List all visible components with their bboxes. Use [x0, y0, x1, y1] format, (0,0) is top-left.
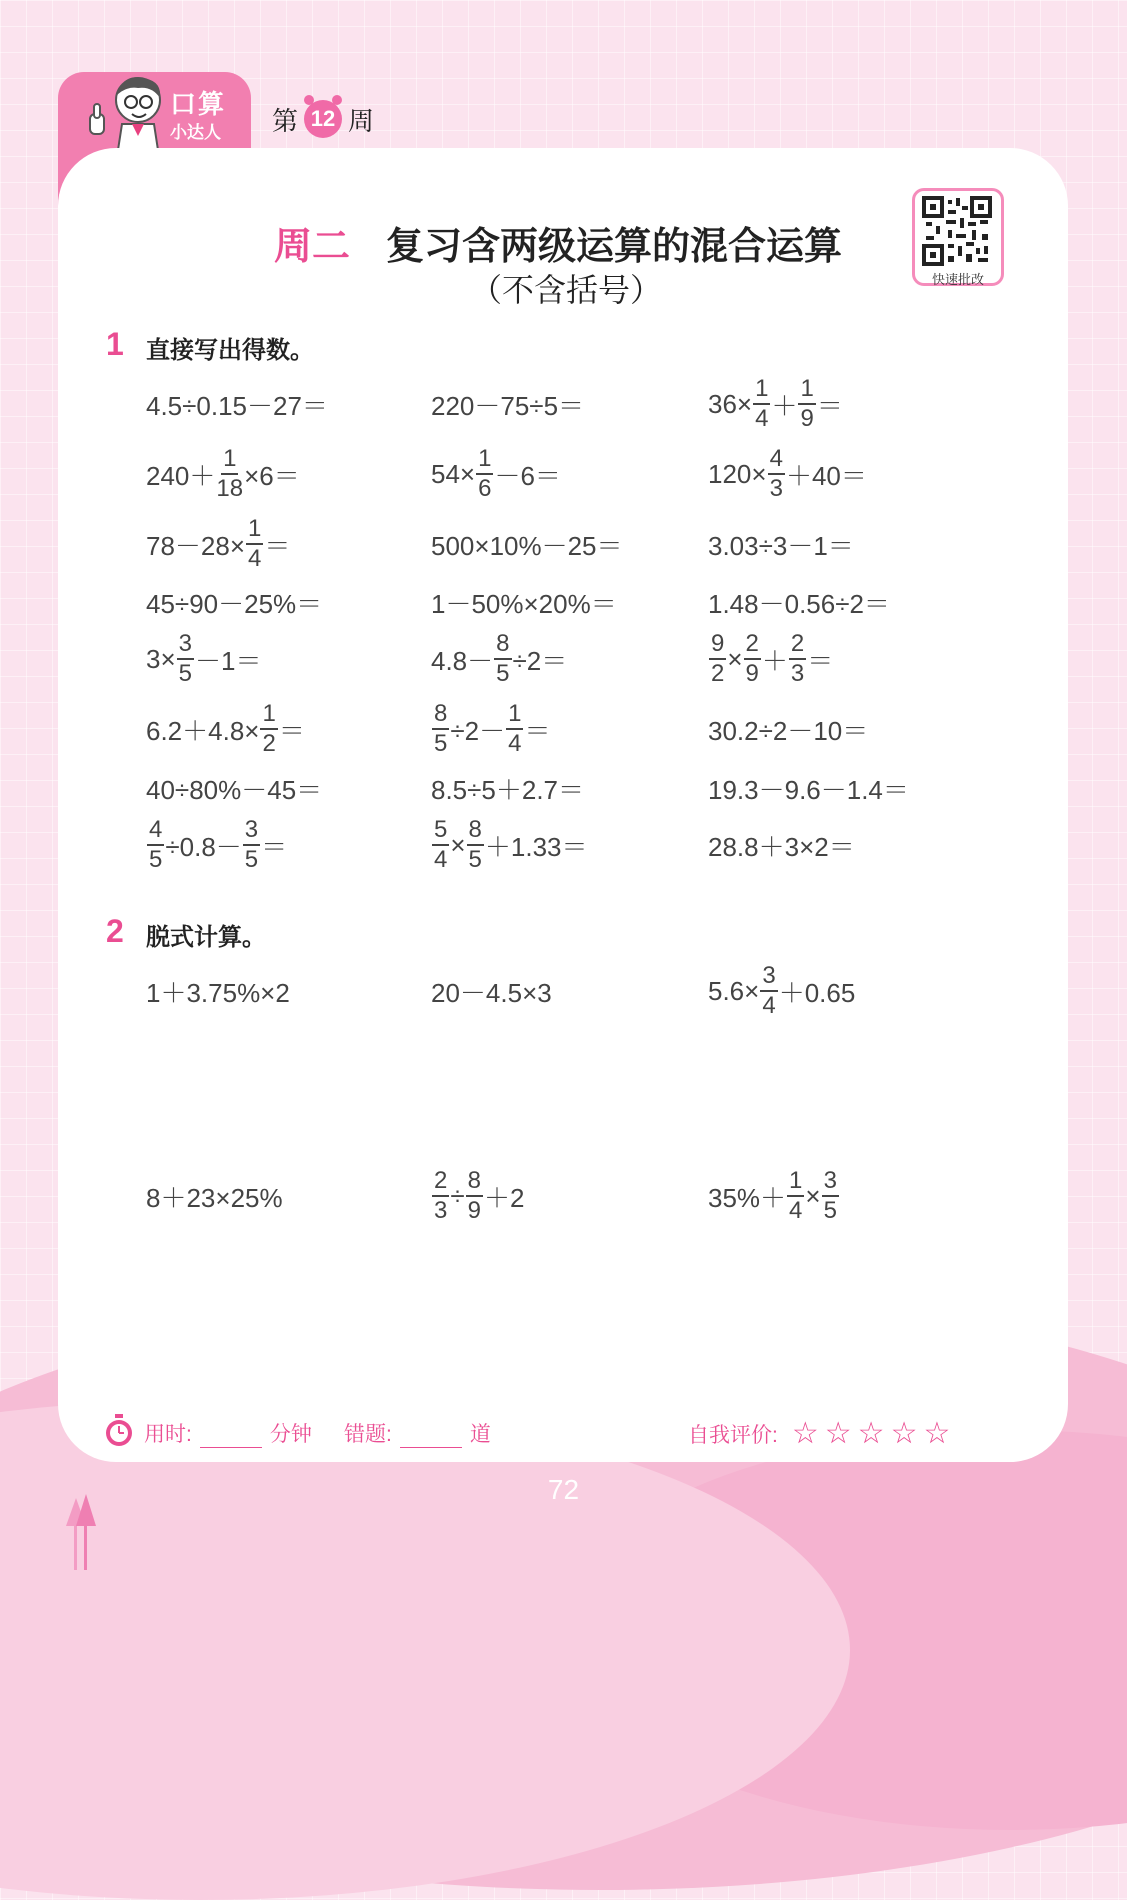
fraction-numerator: 1 [506, 702, 523, 730]
page-subtitle: （不含括号） [470, 272, 663, 308]
time-label: 用时: [144, 1423, 192, 1446]
section-instruction: 脱式计算。 [146, 924, 266, 951]
fraction-numerator: 8 [466, 1169, 483, 1197]
expression-text: 20－4.5×3 [431, 977, 552, 1008]
day-label: 周二 [274, 226, 351, 268]
fraction-numerator: 8 [432, 702, 449, 730]
fraction-denominator: 5 [244, 846, 259, 873]
fraction-denominator: 3 [434, 1197, 448, 1224]
fraction-numerator: 1 [787, 1169, 804, 1197]
badge-title: 口算 [170, 89, 227, 119]
problem-expression [708, 629, 833, 689]
fraction-denominator: 5 [149, 846, 163, 873]
errors-unit: 道 [469, 1423, 491, 1446]
expression-text: × [727, 643, 743, 674]
expression-text: 4.5÷0.15－27＝ [146, 390, 328, 421]
problem-expression [708, 815, 855, 875]
week-number: 12 [304, 100, 342, 138]
fraction [260, 702, 277, 756]
fraction [768, 447, 785, 501]
badge-subtitle: 小达人 [170, 123, 221, 142]
problem-expression [431, 629, 567, 689]
rating-star[interactable]: ☆ [923, 1417, 951, 1450]
problem-expression [146, 374, 328, 434]
week-suffix: 周 [348, 105, 375, 136]
expression-text: ＋ [761, 645, 788, 676]
problem-expression [146, 699, 305, 759]
errors-input[interactable] [400, 1425, 462, 1448]
expression-text: ＋40＝ [785, 460, 867, 491]
problem-expression [431, 758, 584, 818]
fraction-denominator: 4 [755, 405, 769, 432]
section-number: 2 [106, 913, 124, 949]
fraction [744, 632, 761, 686]
problem-expression [431, 514, 623, 574]
time-unit: 分钟 [269, 1423, 312, 1446]
fraction [506, 702, 523, 756]
fraction-numerator: 1 [798, 377, 815, 405]
problem-expression [431, 1166, 524, 1226]
fraction [432, 1169, 449, 1223]
fraction-denominator: 5 [468, 846, 482, 873]
expression-text: 1＋3.75%×2 [146, 977, 290, 1008]
fraction [147, 818, 164, 872]
expression-text: －1＝ [195, 645, 262, 676]
fraction [789, 632, 806, 686]
fraction-numerator: 8 [494, 632, 511, 660]
fraction-numerator: 4 [768, 447, 785, 475]
expression-text: 5.6× [708, 975, 760, 1006]
fraction-numerator: 5 [432, 818, 449, 846]
expression-text: × [450, 829, 466, 860]
problem-expression [431, 572, 617, 632]
fraction-denominator: 9 [745, 660, 759, 687]
expression-text: 8.5÷5＋2.7＝ [431, 774, 585, 805]
rating-star[interactable]: ☆ [890, 1417, 918, 1450]
fraction-numerator: 3 [760, 964, 777, 992]
fraction-denominator: 5 [823, 1197, 837, 1224]
problem-expression [146, 629, 261, 689]
week-prefix: 第 [272, 105, 299, 136]
page-number: 72 [547, 1474, 580, 1505]
expression-text: 28.8＋3×2＝ [708, 831, 855, 862]
fraction-denominator: 9 [800, 405, 814, 432]
expression-text: ＝ [524, 715, 551, 746]
fraction [432, 702, 449, 756]
expression-text: ＝ [278, 715, 305, 746]
problem-expression [146, 572, 322, 632]
title-main: 复习含两级运算的混合运算 [386, 226, 843, 268]
time-input[interactable] [200, 1425, 262, 1448]
problem-expression [431, 961, 552, 1021]
expression-text: ＝ [264, 530, 291, 561]
fraction-numerator: 2 [789, 632, 806, 660]
self-eval-label: 自我评价: [688, 1423, 778, 1447]
rating-star[interactable]: ☆ [824, 1417, 852, 1450]
expression-text: ÷0.8－ [165, 831, 242, 862]
problem-expression [431, 374, 584, 434]
expression-text: 3.03÷3－1＝ [708, 530, 854, 561]
qr-code-box[interactable] [912, 188, 1004, 286]
errors-field [344, 1418, 491, 1448]
time-field [144, 1418, 312, 1448]
expression-text: ＋2 [484, 1182, 525, 1213]
fraction [787, 1169, 804, 1223]
fraction-denominator: 2 [711, 660, 725, 687]
fraction-denominator: 3 [769, 475, 783, 502]
page-title [274, 215, 842, 270]
fraction-denominator: 4 [508, 730, 522, 757]
expression-text: ＋0.65 [778, 977, 856, 1008]
fraction-denominator: 9 [467, 1197, 481, 1224]
rating-star[interactable]: ☆ [791, 1417, 819, 1450]
expression-text: 3× [146, 643, 176, 674]
fraction-numerator: 3 [243, 818, 260, 846]
fraction-numerator: 1 [260, 702, 277, 730]
fraction-numerator: 3 [177, 632, 194, 660]
self-evaluation [688, 1416, 956, 1451]
expression-text: × [805, 1180, 821, 1211]
problem-expression [708, 374, 843, 434]
qr-label: 快速批改 [931, 272, 984, 287]
expression-text: 120× [708, 458, 767, 489]
problem-expression [146, 514, 290, 574]
expression-text: 8＋23×25% [146, 1182, 283, 1213]
fraction-denominator: 5 [496, 660, 510, 687]
fraction-numerator: 1 [476, 447, 493, 475]
fraction [467, 818, 484, 872]
problem-expression [431, 444, 561, 504]
fraction-numerator: 8 [467, 818, 484, 846]
expression-text: 4.8－ [431, 645, 494, 676]
expression-text: ＋ [771, 390, 798, 421]
fraction [243, 818, 260, 872]
fraction [760, 964, 777, 1018]
expression-text: 35%＋ [708, 1182, 787, 1213]
problem-expression [431, 815, 588, 875]
fraction-denominator: 5 [178, 660, 193, 687]
section-number: 1 [106, 326, 124, 362]
expression-text: 30.2÷2－10＝ [708, 715, 869, 746]
mascot-icon [82, 72, 172, 152]
expression-text: 500×10%－25＝ [431, 530, 623, 561]
expression-text: 36× [708, 388, 753, 419]
fraction-denominator: 5 [434, 730, 448, 757]
fraction [494, 632, 511, 686]
fraction-numerator: 4 [147, 818, 164, 846]
problem-expression [146, 444, 300, 504]
problem-expression [146, 1166, 283, 1226]
fraction-numerator: 1 [246, 517, 263, 545]
section-instruction: 直接写出得数。 [146, 337, 314, 364]
expression-text: ÷2＝ [512, 645, 568, 676]
expression-text: 40÷80%－45＝ [146, 774, 323, 805]
expression-text: 6.2＋4.8× [146, 715, 260, 746]
expression-text: 1.48－0.56÷2＝ [708, 588, 890, 619]
expression-text: ＋1.33＝ [484, 831, 588, 862]
fraction [709, 632, 726, 686]
expression-text: ＝ [807, 645, 834, 676]
fraction [753, 377, 770, 431]
fraction-numerator: 9 [709, 632, 726, 660]
fraction [822, 1169, 839, 1223]
fraction-numerator: 3 [822, 1169, 839, 1197]
expression-text: ×6＝ [244, 460, 300, 491]
fraction-denominator: 4 [789, 1197, 803, 1224]
problem-expression [708, 758, 909, 818]
fraction-denominator: 18 [216, 475, 244, 502]
expression-text: ＝ [816, 390, 843, 421]
fraction [466, 1169, 483, 1223]
problem-expression [146, 815, 287, 875]
problem-expression [708, 514, 854, 574]
fraction-denominator: 6 [478, 475, 492, 502]
expression-text: ＝ [261, 831, 288, 862]
fraction [177, 632, 194, 686]
problem-expression [146, 961, 290, 1021]
problem-expression [708, 444, 867, 504]
expression-text: 240＋ [146, 460, 216, 491]
qr-code-icon [922, 196, 992, 266]
problem-expression [708, 961, 855, 1021]
fraction [432, 818, 449, 872]
problem-expression [708, 699, 868, 759]
week-label [272, 100, 374, 138]
fraction [246, 517, 263, 571]
problem-expression [146, 758, 322, 818]
fraction-denominator: 4 [434, 846, 448, 873]
problem-expression [708, 1166, 840, 1226]
errors-label: 错题: [344, 1423, 392, 1446]
fraction-numerator: 1 [221, 447, 238, 475]
expression-text: 54× [431, 458, 476, 489]
fraction-numerator: 2 [744, 632, 761, 660]
expression-text: 78－28× [146, 530, 246, 561]
stopwatch-icon [104, 1414, 134, 1448]
fraction-numerator: 2 [432, 1169, 449, 1197]
fraction-denominator: 3 [790, 660, 805, 687]
fraction [798, 377, 815, 431]
fraction-denominator: 2 [262, 730, 276, 757]
problem-expression [708, 572, 890, 632]
rating-star[interactable]: ☆ [857, 1417, 885, 1450]
fraction-denominator: 4 [762, 992, 776, 1019]
expression-text: ÷ [450, 1180, 465, 1211]
expression-text: 1－50%×20%＝ [431, 588, 617, 619]
expression-text: －6＝ [494, 460, 561, 491]
fraction-denominator: 4 [248, 545, 262, 572]
expression-text: 220－75÷5＝ [431, 390, 585, 421]
fraction [216, 447, 243, 501]
fraction [476, 447, 493, 501]
problem-expression [431, 699, 550, 759]
expression-text: 45÷90－25%＝ [146, 588, 323, 619]
fraction-numerator: 1 [753, 377, 770, 405]
expression-text: 19.3－9.6－1.4＝ [708, 774, 909, 805]
expression-text: ÷2－ [450, 715, 506, 746]
